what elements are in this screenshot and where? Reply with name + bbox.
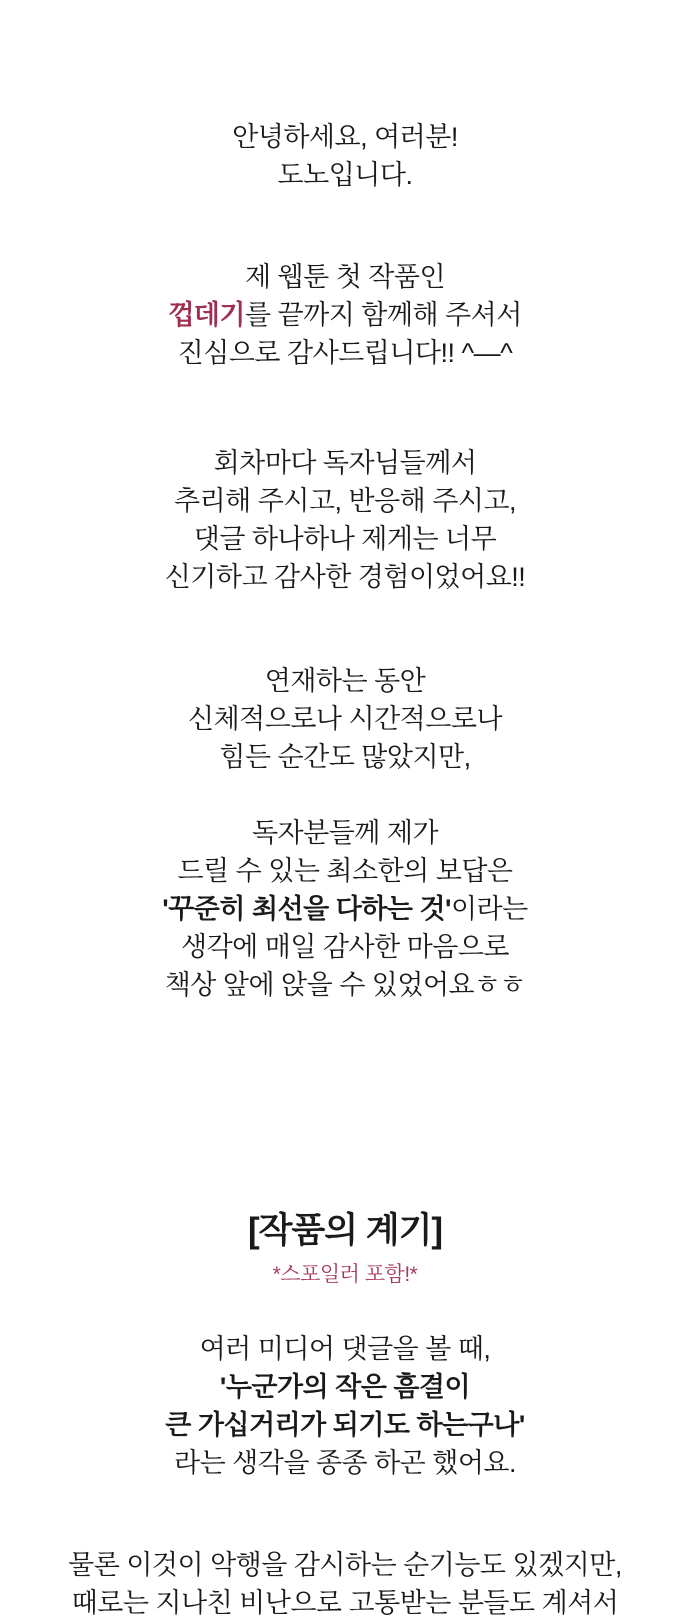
gratitude-text-1: 독자분들께 제가 [251,818,439,848]
closing-paragraph [0,1546,690,1622]
serialization-line-3 [0,738,690,776]
thanks-paragraph [0,258,690,372]
serialization-text-1: 연재하는 동안 [264,666,426,696]
thanks-line-3 [0,334,690,372]
thanks-text-1: 제 웹툰 첫 작품인 [244,262,446,292]
readers-text-4: 신기하고 감사한 경험이었어요!! [164,562,526,592]
motivation-paragraph [0,1330,690,1482]
readers-text-3: 댓글 하나하나 제게는 너무 [193,524,497,554]
closing-line-1 [0,1546,690,1584]
greeting-text-1: 안녕하세요, 여러분! [232,122,458,152]
gratitude-text-2: 드릴 수 있는 최소한의 보답은 [177,856,513,886]
readers-text-2: 추리해 주시고, 반응해 주시고, [174,486,516,516]
readers-text-1: 회차마다 독자님들께서 [213,448,477,478]
gratitude-line-1 [0,814,690,852]
thanks-line-2 [0,296,690,334]
serialization-text-2: 신체적으로나 시간적으로나 [188,704,502,734]
closing-line-2-cropped [0,1584,690,1622]
gratitude-text-4: 생각에 매일 감사한 마음으로 [181,932,509,962]
gratitude-line-2 [0,852,690,890]
gratitude-bold-text: '꾸준히 최선을 다하는 것' [162,894,451,924]
motivation-line-2 [0,1368,690,1406]
motivation-line-3 [0,1406,690,1444]
greeting-line-1 [0,118,690,156]
gratitude-line-3 [0,890,690,928]
serialization-line-1 [0,662,690,700]
readers-paragraph [0,444,690,596]
greeting-line-2 [0,156,690,194]
thanks-text-3: 진심으로 감사드립니다!! ^—^ [177,338,513,368]
spoiler-warning [0,1260,690,1290]
section-title-text: [작품의 계기] [247,1211,443,1250]
section-title-line [0,1208,690,1254]
thanks-line-1 [0,258,690,296]
motivation-text-1: 여러 미디어 댓글을 볼 때, [199,1334,491,1364]
motivation-bold-text-1: '누군가의 작은 흠결이 [219,1372,471,1402]
readers-line-2 [0,482,690,520]
motivation-bold-text-2: 큰 가십거리가 되기도 하는구나' [165,1410,525,1440]
serialization-text-3: 힘든 순간도 많았지만, [219,742,471,772]
spoiler-text: *스포일러 포함!* [272,1263,418,1286]
serialization-paragraph [0,662,690,776]
greeting-paragraph [0,118,690,194]
readers-line-1 [0,444,690,482]
closing-text-2: 때로는 지나친 비난으로 고통받는 분들도 계셔서 [71,1588,619,1618]
readers-line-3 [0,520,690,558]
serialization-line-2 [0,700,690,738]
gratitude-paragraph [0,814,690,1004]
motivation-line-4 [0,1444,690,1482]
thanks-text-2: 를 끝까지 함께해 주셔서 [244,300,522,330]
webtoon-title-text: 껍데기 [168,300,245,330]
gratitude-text-3: 이라는 [450,894,528,924]
section-heading [0,1208,690,1254]
gratitude-line-4 [0,928,690,966]
gratitude-line-5 [0,966,690,1004]
gratitude-text-5: 책상 앞에 앉을 수 있었어요ㅎㅎ [164,970,526,1000]
closing-text-1: 물론 이것이 악행을 감시하는 순기능도 있겠지만, [68,1550,622,1580]
spoiler-line [0,1260,690,1290]
readers-line-4 [0,558,690,596]
greeting-text-2: 도노입니다. [277,160,413,190]
motivation-text-4: 라는 생각을 종종 하곤 했어요. [174,1448,516,1478]
motivation-line-1 [0,1330,690,1368]
